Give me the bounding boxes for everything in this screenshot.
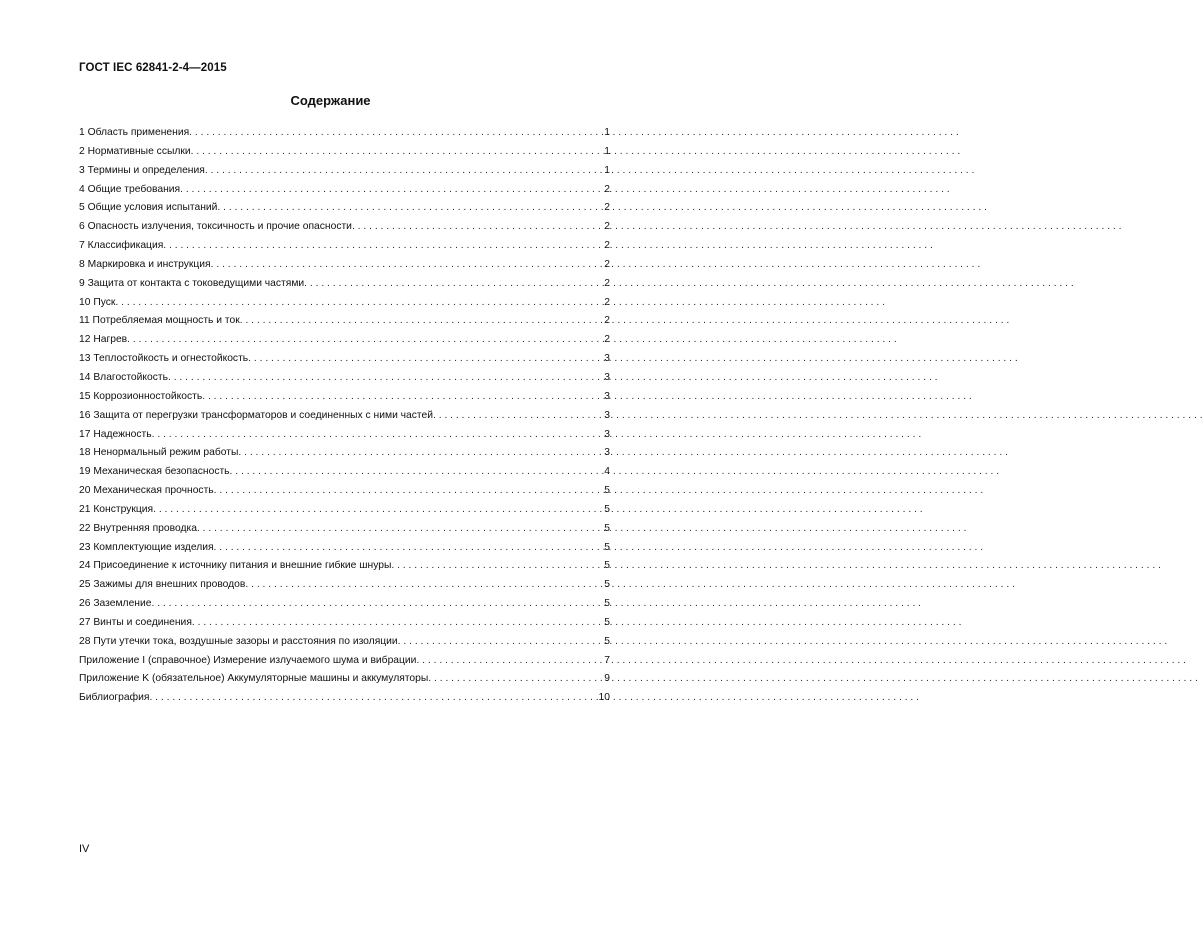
toc-entry[interactable]	[79, 312, 610, 331]
page-number: IV	[79, 843, 90, 855]
toc-entry-label: 10 Пуск	[79, 296, 116, 308]
toc-entry-page: 5	[604, 616, 610, 628]
toc-entry-page: 5	[604, 635, 610, 647]
toc-entry[interactable]	[79, 369, 610, 388]
toc-entry-label: 27 Винты и соединения	[79, 616, 192, 628]
toc-entry-page: 7	[604, 654, 610, 666]
toc-entry[interactable]	[79, 162, 610, 181]
toc-entry-page: 2	[604, 221, 610, 233]
toc-entry-label: 17 Надежность	[79, 428, 152, 440]
toc-entry-page: 2	[604, 296, 610, 308]
toc-entry[interactable]	[79, 218, 610, 237]
toc-entry-label: 4 Общие требования	[79, 183, 181, 195]
toc-entry[interactable]	[79, 501, 610, 520]
toc-entry-label: 12 Нагрев	[79, 334, 128, 346]
toc-entry[interactable]	[79, 520, 610, 539]
toc-entry[interactable]	[79, 426, 610, 445]
toc-entry[interactable]	[79, 256, 610, 275]
toc-entry-page: 5	[604, 503, 610, 515]
toc-entry-page: 5	[604, 598, 610, 610]
toc-entry-label: 5 Общие условия испытаний	[79, 202, 218, 214]
toc-dot-leader	[352, 218, 603, 237]
toc-entry-page: 2	[604, 202, 610, 214]
toc-entry-label: 16 Защита от перегрузки трансформаторов и соединенных с ними частей	[79, 409, 433, 421]
toc-entry-page: 5	[604, 485, 610, 497]
toc-entry[interactable]	[79, 237, 610, 256]
toc-entry-label: 18 Ненормальный режим работы	[79, 447, 239, 459]
toc-entry-page: 1	[604, 127, 610, 138]
toc-entry-label: 9 Защита от контакта с токоведущими частями	[79, 277, 305, 289]
toc-entry-page: 3	[604, 390, 610, 402]
toc-entry-label: 11 Потребляемая мощность и ток	[79, 315, 240, 327]
toc-entry-page: 5	[604, 522, 610, 534]
toc-entry-page: 4	[604, 466, 610, 478]
toc-entry-page: 2	[604, 258, 610, 270]
toc-entry-label: 22 Внутренняя проводка	[79, 522, 197, 534]
toc-entry[interactable]	[79, 482, 610, 501]
toc-entry-page: 2	[604, 277, 610, 289]
toc-entry-page: 3	[604, 353, 610, 365]
toc-entry[interactable]	[79, 124, 610, 143]
toc-entry[interactable]	[79, 199, 610, 218]
toc-entry-label: 7 Классификация	[79, 240, 164, 252]
toc-dot-leader	[245, 576, 603, 595]
toc-dot-leader	[214, 482, 604, 501]
toc-dot-leader	[152, 426, 604, 445]
toc-entry-label: 28 Пути утечки тока, воздушные зазоры и расстояния по изоляции	[79, 635, 398, 647]
toc-dot-leader	[149, 689, 597, 708]
toc-entry[interactable]	[79, 652, 610, 671]
toc-entry-label: Приложение I (справочное) Измерение излучаемого шума и вибрации	[79, 654, 417, 666]
toc-entry-label: 1 Область применения	[79, 127, 190, 138]
toc-entry-label: 8 Маркировка и инструкция	[79, 258, 211, 270]
toc-entry[interactable]	[79, 539, 610, 558]
toc-entry-label: 3 Термины и определения	[79, 164, 205, 176]
toc-entry-label: Библиография	[79, 692, 150, 704]
toc-entry[interactable]	[79, 407, 610, 426]
toc-dot-leader	[433, 407, 603, 426]
toc-entry-label: 6 Опасность излучения, токсичность и прочие опасности	[79, 221, 352, 233]
toc-dot-leader	[197, 520, 603, 539]
toc-entry[interactable]	[79, 388, 610, 407]
toc-dot-leader	[217, 199, 603, 218]
toc-entry-page: 3	[604, 371, 610, 383]
toc-entry-page: 2	[604, 315, 610, 327]
toc-entry-page: 2	[604, 334, 610, 346]
toc-entry-page: 10	[598, 692, 610, 704]
toc-dot-leader	[168, 369, 603, 388]
toc-dot-leader	[230, 463, 604, 482]
toc-entry-label: 21 Конструкция	[79, 503, 154, 515]
toc-entry-page: 1	[604, 145, 610, 157]
toc-entry[interactable]	[79, 331, 610, 350]
page-title: Содержание	[290, 93, 371, 108]
toc-entry-page: 3	[604, 409, 610, 421]
toc-entry[interactable]	[79, 633, 610, 652]
toc-dot-leader	[191, 143, 604, 162]
toc-entry-label: 13 Теплостойкость и огнестойкость	[79, 353, 249, 365]
toc-dot-leader	[211, 256, 604, 275]
toc-entry[interactable]	[79, 143, 610, 162]
toc-entry-label: 19 Механическая безопасность	[79, 466, 230, 478]
toc-entry[interactable]	[79, 576, 610, 595]
toc-entry-page: 3	[604, 447, 610, 459]
toc-dot-leader	[151, 595, 603, 614]
toc-entry[interactable]	[79, 614, 610, 633]
toc-entry-label: 23 Комплектующие изделия	[79, 541, 214, 553]
toc-dot-leader	[398, 633, 604, 652]
toc-entry-page: 1	[604, 164, 610, 176]
toc-entry[interactable]	[79, 181, 610, 200]
toc-entry[interactable]	[79, 350, 610, 369]
toc-entry[interactable]	[79, 670, 610, 689]
toc-dot-leader	[391, 557, 603, 576]
toc-dot-leader	[153, 501, 603, 520]
toc-entry-label: 14 Влагостойкость	[79, 371, 168, 383]
toc-entry[interactable]	[79, 689, 610, 708]
toc-dot-leader	[192, 614, 603, 633]
toc-entry-label: 24 Присоединение к источнику питания и внешние гибкие шнуры	[79, 560, 392, 572]
toc-entry-label: 26 Заземление	[79, 598, 152, 610]
toc-entry-page: 9	[604, 673, 610, 685]
toc-entry-page: 5	[604, 560, 610, 572]
table-of-contents	[79, 124, 610, 708]
toc-entry-page: 5	[604, 579, 610, 591]
toc-dot-leader	[248, 350, 603, 369]
toc-dot-leader	[428, 670, 603, 689]
toc-dot-leader	[304, 275, 603, 294]
toc-entry[interactable]	[79, 444, 610, 463]
toc-entry[interactable]	[79, 557, 610, 576]
toc-entry-page: 2	[604, 183, 610, 195]
toc-entry-page: 5	[604, 541, 610, 553]
document-header: ГОСТ IEC 62841-2-4—2015	[79, 62, 227, 74]
toc-dot-leader	[205, 162, 603, 181]
toc-entry-page: 2	[604, 240, 610, 252]
toc-dot-leader	[214, 539, 604, 558]
toc-dot-leader	[240, 312, 604, 331]
toc-entry-label: Приложение K (обязательное) Аккумуляторные машины и аккумуляторы	[79, 673, 429, 685]
toc-dot-leader	[163, 237, 603, 256]
toc-entry-label: 20 Механическая прочность	[79, 485, 214, 497]
toc-entry[interactable]	[79, 595, 610, 614]
toc-dot-leader	[127, 331, 603, 350]
toc-entry-label: 25 Зажимы для внешних проводов	[79, 579, 246, 591]
toc-dot-leader	[180, 181, 603, 200]
toc-entry-label: 15 Коррозионностойкость	[79, 390, 203, 402]
toc-dot-leader	[416, 652, 603, 671]
toc-entry-label: 2 Нормативные ссылки	[79, 145, 191, 157]
toc-dot-leader	[115, 294, 603, 313]
toc-entry-page: 3	[604, 428, 610, 440]
toc-dot-leader	[189, 124, 603, 143]
toc-dot-leader	[238, 444, 603, 463]
toc-entry[interactable]	[79, 294, 610, 313]
toc-entry[interactable]	[79, 463, 610, 482]
toc-dot-leader	[202, 388, 603, 407]
toc-entry[interactable]	[79, 275, 610, 294]
